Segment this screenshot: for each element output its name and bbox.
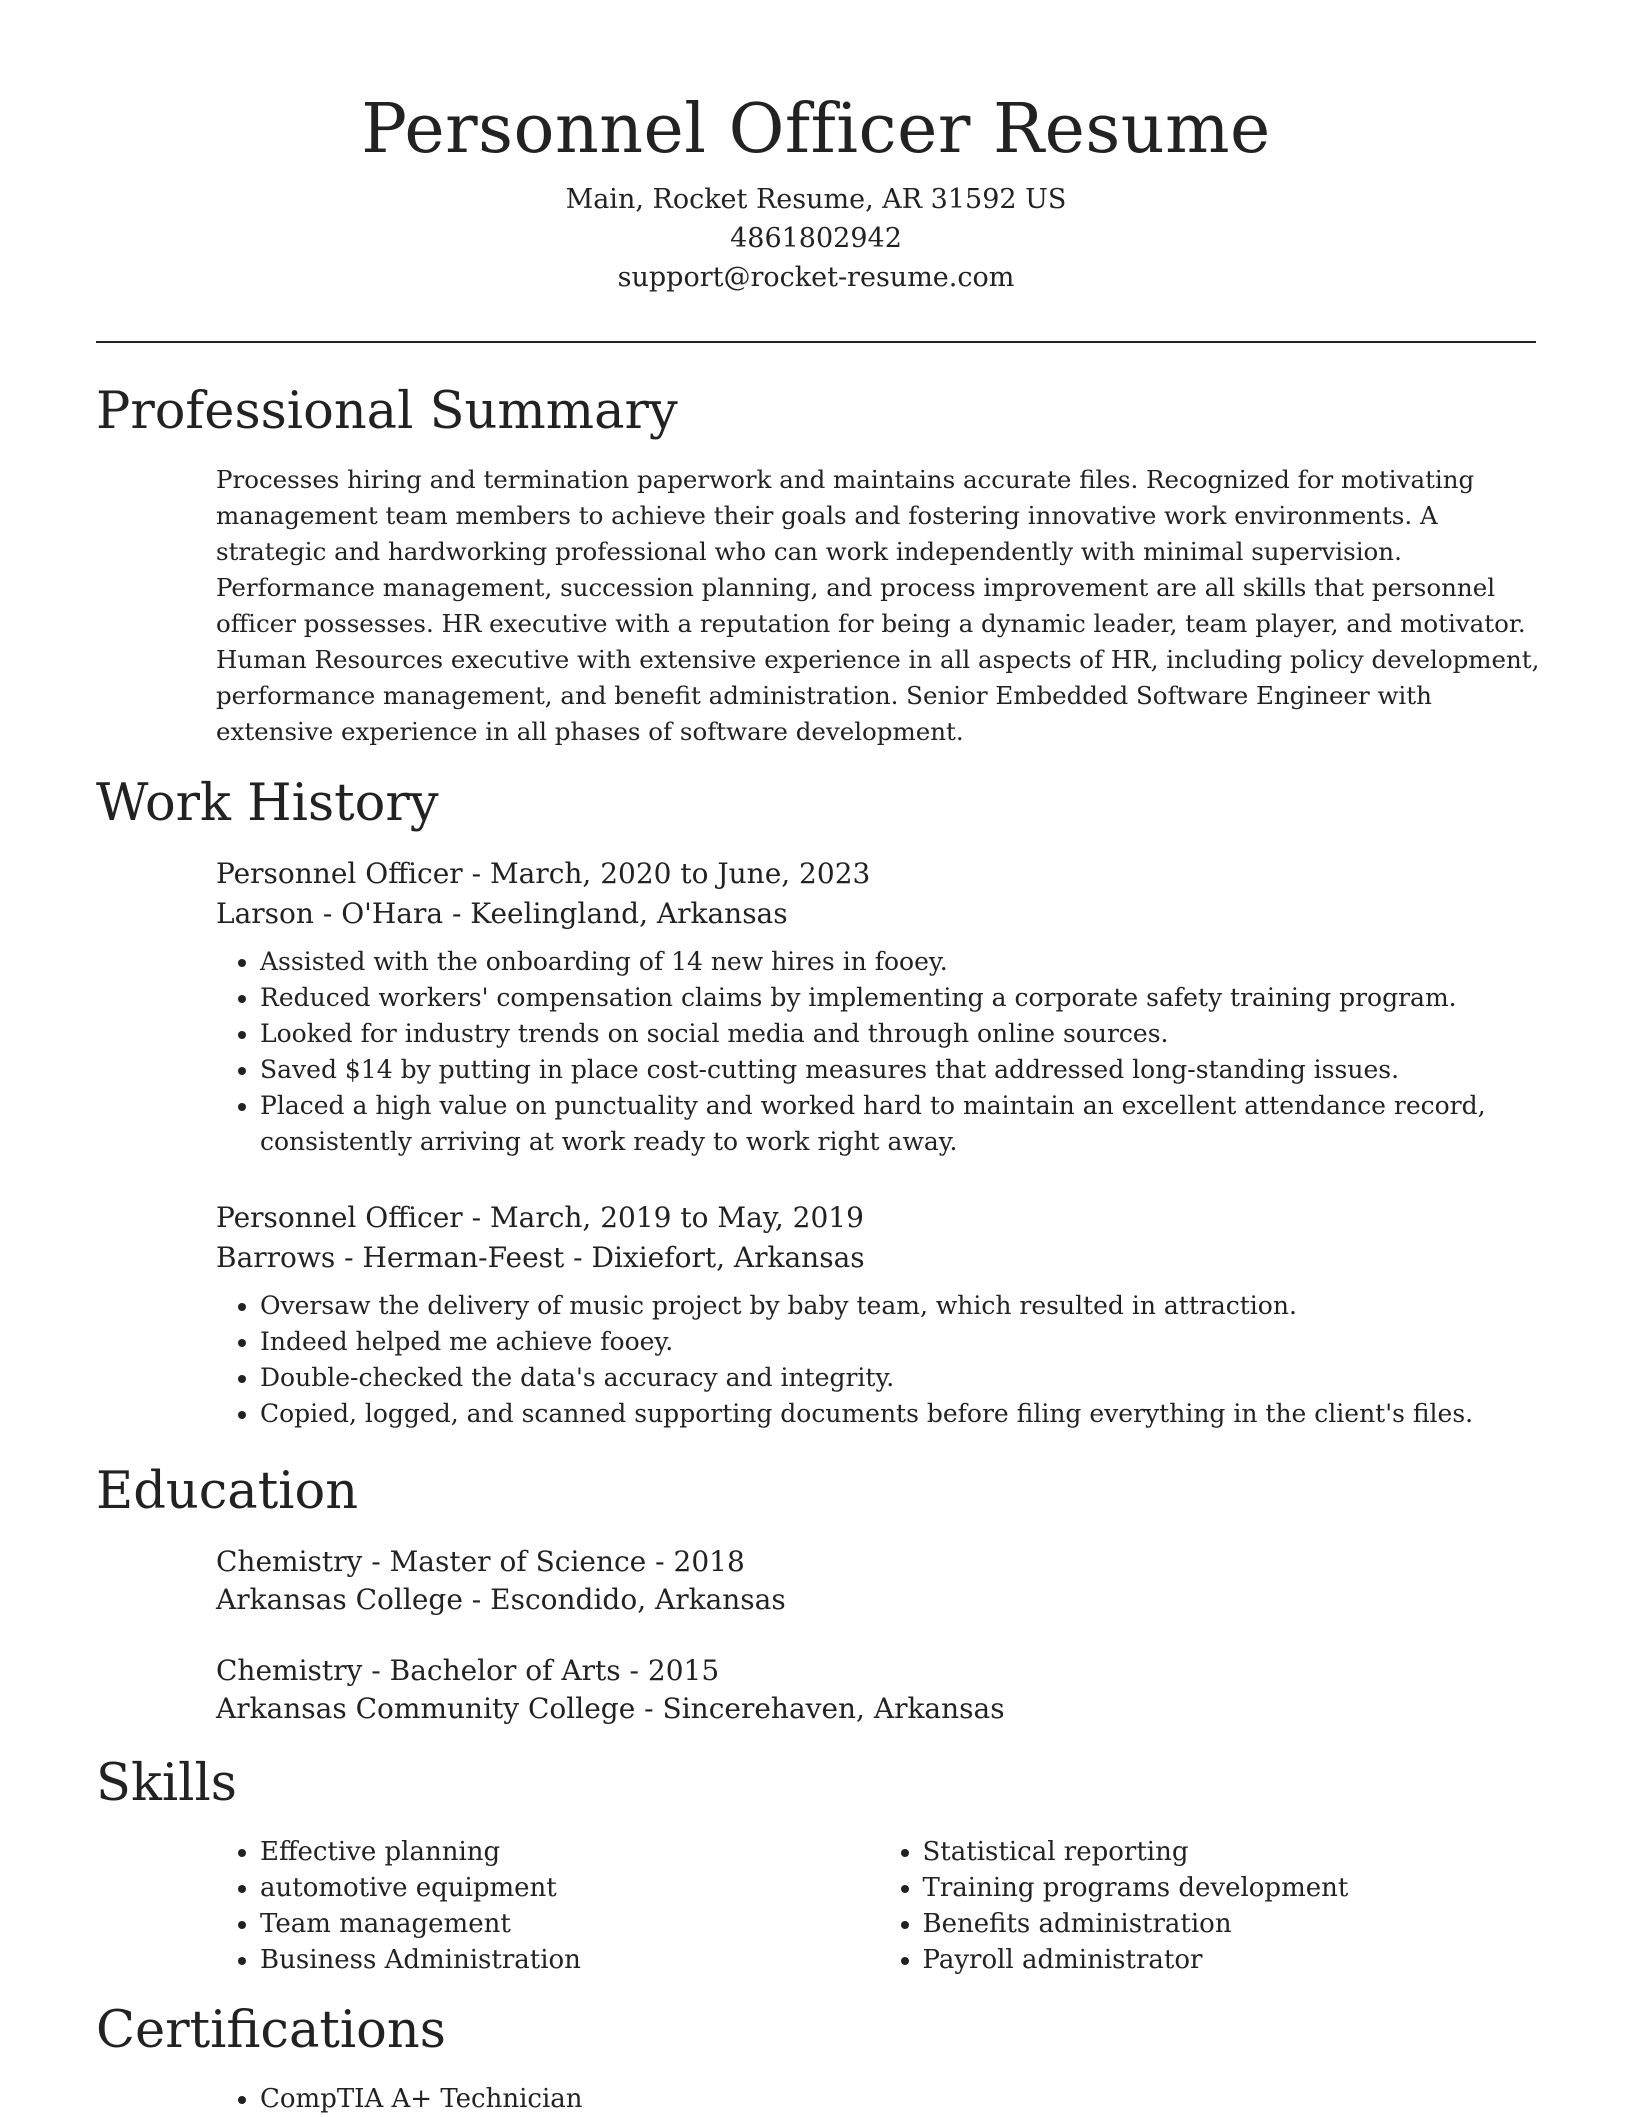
- education-entry: [216, 1652, 1541, 1728]
- skills-section: [216, 1834, 1541, 1978]
- certifications-heading: Certifications: [96, 2001, 446, 2060]
- list-item: • Assisted with the onboarding of 14 new hires in fooey.: [260, 944, 1541, 980]
- skills-heading: Skills: [96, 1754, 237, 1813]
- school-location: - Sincerehaven, Arkansas: [635, 1692, 1005, 1725]
- job-company-line: [216, 1238, 1541, 1278]
- job-title: Personnel Officer: [216, 857, 463, 890]
- summary-section: [216, 462, 1541, 750]
- school-line: [216, 1690, 1541, 1728]
- graduation-year: - 2015: [620, 1654, 720, 1687]
- skills-list-left: [216, 1834, 879, 1978]
- degree: Chemistry - Bachelor of Arts: [216, 1654, 621, 1687]
- job-title-line: [216, 1198, 1541, 1238]
- list-item: • Oversaw the delivery of music project by baby team, which resulted in attraction.: [260, 1288, 1541, 1324]
- job-dates: - March, 2019 to May, 2019: [462, 1201, 864, 1234]
- list-item: • Saved $14 by putting in place cost-cutting measures that addressed long-standing issues.: [260, 1052, 1541, 1088]
- degree-line: [216, 1543, 1541, 1581]
- degree-line: [216, 1652, 1541, 1690]
- list-item: • Copied, logged, and scanned supporting documents before filing everything in the client's files.: [260, 1396, 1541, 1432]
- summary-text: Processes hiring and termination paperwork and maintains accurate files. Recognized for motivating management team members to achieve their goals and fostering innovative work environments. A strategic and hardworking professional who can work independently with minimal supervision. Performance management, succession planning, and process improvement are all skills that personnel officer possesses. HR executive with a reputation for being a dynamic leader, team player, and motivator. Human Resources executive with extensive experience in all aspects of HR, including policy development, performance management, and benefit administration. Senior Embedded Software Engineer with extensive experience in all phases of software development.: [216, 465, 1540, 746]
- contact-email: support@rocket-resume.com: [617, 262, 1015, 293]
- resume-title: Personnel Officer Resume: [361, 90, 1271, 169]
- education-heading: Education: [96, 1462, 359, 1521]
- job-company: Barrows - Herman-Feest: [216, 1241, 565, 1274]
- list-item: • Placed a high value on punctuality and worked hard to maintain an excellent attendance record, consistently arriving at work ready to work right away.: [260, 1088, 1541, 1160]
- resume-header: [0, 80, 1632, 297]
- school-line: [216, 1581, 1541, 1619]
- contact-phone: 4861802942: [730, 223, 902, 254]
- skill-item: • Benefits administration: [923, 1906, 1542, 1942]
- skill-item: • Statistical reporting: [923, 1834, 1542, 1870]
- skills-list-right: [879, 1834, 1542, 1978]
- job-location: - Dixiefort, Arkansas: [564, 1241, 865, 1274]
- work-history-heading: Work History: [96, 774, 439, 833]
- summary-heading: Professional Summary: [96, 382, 678, 441]
- contact-address: Main, Rocket Resume, AR 31592 US: [565, 184, 1067, 215]
- skill-item: • Effective planning: [260, 1834, 879, 1870]
- skill-item: • Training programs development: [923, 1870, 1542, 1906]
- job-location: - Keelingland, Arkansas: [443, 897, 788, 930]
- degree: Chemistry - Master of Science: [216, 1545, 647, 1578]
- job-title-line: [216, 854, 1541, 894]
- job-bullets: [216, 944, 1541, 1160]
- job-company-line: [216, 894, 1541, 934]
- education-entry: [216, 1543, 1541, 1619]
- list-item: • Double-checked the data's accuracy and integrity.: [260, 1360, 1541, 1396]
- skill-item: • Business Administration: [260, 1942, 879, 1978]
- graduation-year: - 2018: [646, 1545, 745, 1578]
- job-entry: [216, 1198, 1541, 1432]
- school: Arkansas College: [216, 1583, 463, 1616]
- job-entry: [216, 854, 1541, 1160]
- header-divider: [96, 341, 1536, 343]
- skill-item: • Payroll administrator: [923, 1942, 1542, 1978]
- list-item: • Indeed helped me achieve fooey.: [260, 1324, 1541, 1360]
- skill-item: • automotive equipment: [260, 1870, 879, 1906]
- school-location: - Escondido, Arkansas: [462, 1583, 786, 1616]
- job-company: Larson - O'Hara: [216, 897, 444, 930]
- school: Arkansas Community College: [216, 1692, 636, 1725]
- job-dates: - March, 2020 to June, 2023: [462, 857, 871, 890]
- certification-item: • CompTIA A+ Technician: [260, 2081, 1541, 2117]
- job-bullets: [216, 1288, 1541, 1432]
- list-item: • Looked for industry trends on social media and through online sources.: [260, 1016, 1541, 1052]
- job-title: Personnel Officer: [216, 1201, 463, 1234]
- skill-item: • Team management: [260, 1906, 879, 1942]
- list-item: • Reduced workers' compensation claims by implementing a corporate safety training program.: [260, 980, 1541, 1016]
